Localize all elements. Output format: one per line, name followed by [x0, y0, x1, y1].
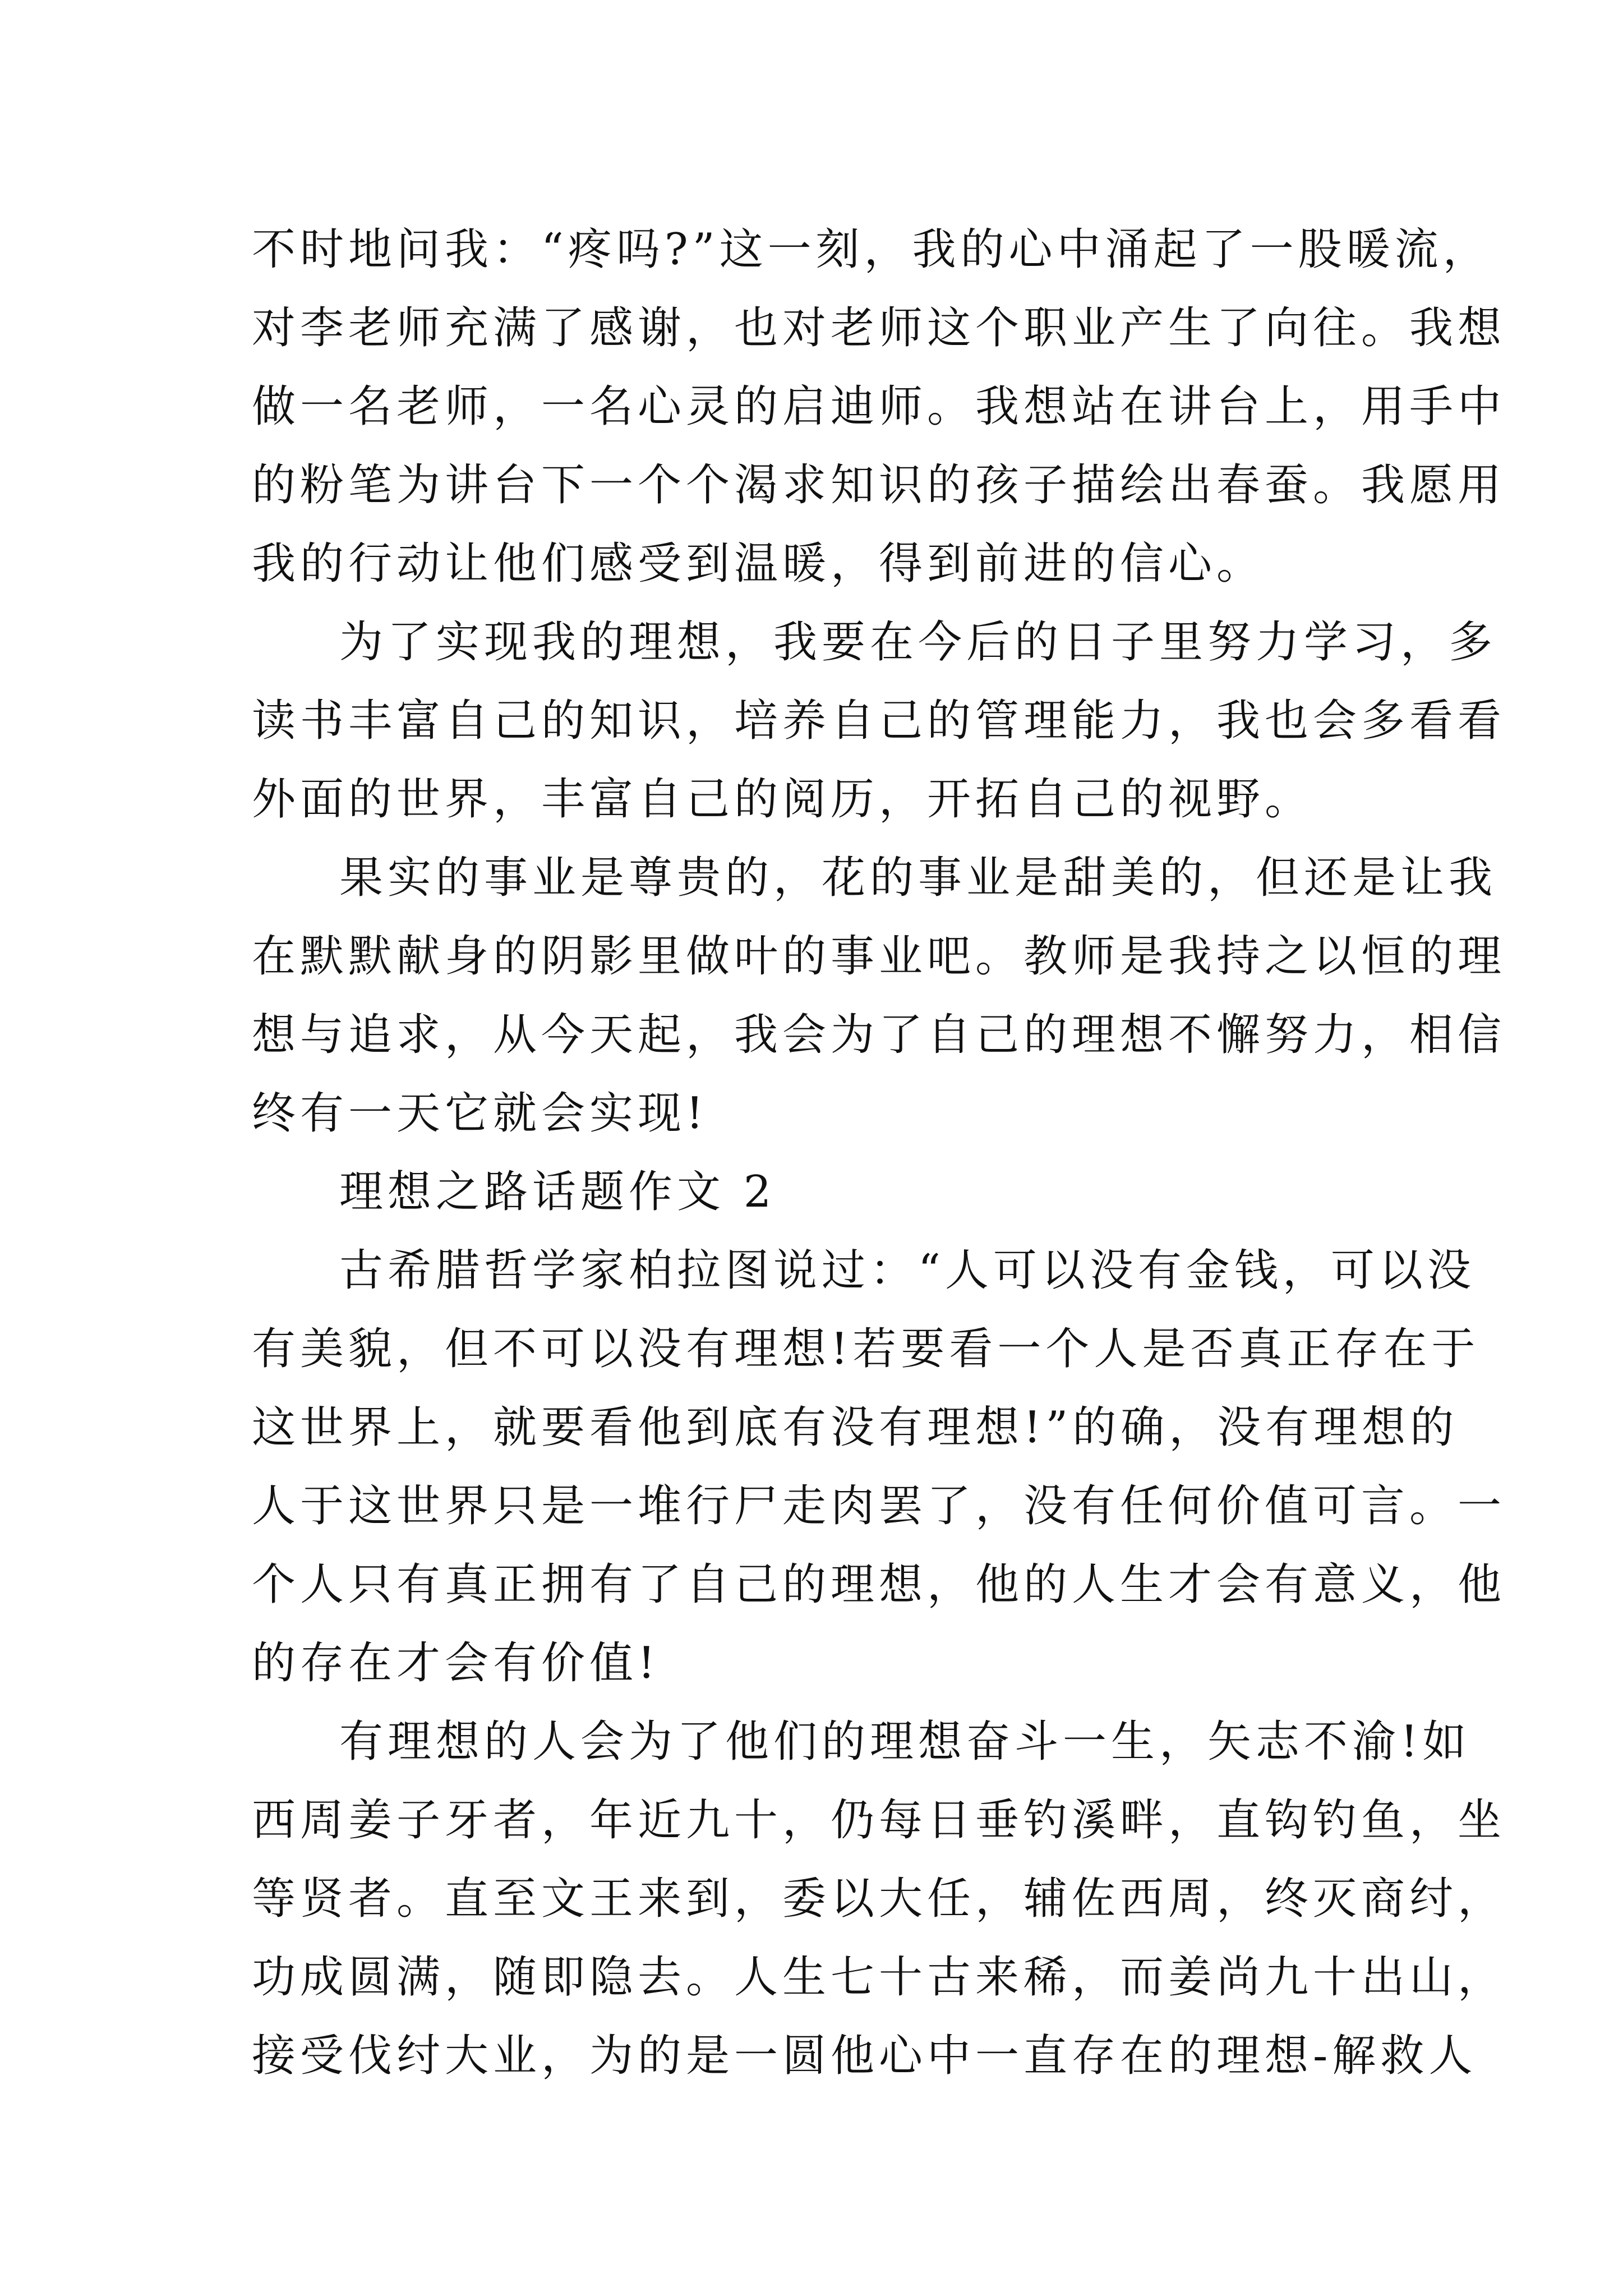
text-line: 等贤者。直至文王来到，委以大任，辅佐西周，终灭商纣，	[252, 1874, 1506, 1924]
body-text	[252, 210, 1506, 2095]
text-line: 接受伐纣大业，为的是一圆他心中一直存在的理想-解救人	[252, 2031, 1477, 2081]
text-line: 为了实现我的理想，我要在今后的日子里努力学习，多	[339, 617, 1497, 668]
text-line: 做一名老师，一名心灵的启迪师。我想站在讲台上，用手中	[252, 381, 1506, 432]
text-line: 个人只有真正拥有了自己的理想，他的人生才会有意义，他	[252, 1559, 1506, 1610]
text-line: 对李老师充满了感谢，也对老师这个职业产生了向往。我想	[252, 303, 1506, 353]
text-line: 功成圆满，随即隐去。人生七十古来稀，而姜尚九十出山，	[252, 1952, 1506, 2003]
text-line: 的存在才会有价值!	[252, 1638, 660, 1688]
text-line: 在默默献身的阴影里做叶的事业吧。教师是我持之以恒的理	[252, 931, 1506, 982]
text-line: 西周姜子牙者，年近九十，仍每日垂钓溪畔，直钩钓鱼，坐	[252, 1795, 1506, 1846]
text-line: 有理想的人会为了他们的理想奋斗一生，矢志不渝!如	[339, 1717, 1471, 1767]
text-line: 读书丰富自己的知识，培养自己的管理能力，我也会多看看	[252, 696, 1506, 746]
text-line: 理想之路话题作文 2	[339, 1167, 776, 1217]
text-line: 的粉笔为讲台下一个个渴求知识的孩子描绘出春蚕。我愿用	[252, 460, 1506, 510]
text-line: 这世界上，就要看他到底有没有理想!”的确，没有理想的	[252, 1402, 1459, 1453]
text-line: 外面的世界，丰富自己的阅历，开拓自己的视野。	[252, 774, 1313, 825]
text-line: 终有一天它就会实现!	[252, 1088, 708, 1139]
text-line: 人于这世界只是一堆行尸走肉罢了，没有任何价值可言。一	[252, 1481, 1506, 1531]
text-line: 想与追求，从今天起，我会为了自己的理想不懈努力，相信	[252, 1010, 1506, 1060]
text-line: 有美貌，但不可以没有理想!若要看一个人是否真正存在于	[252, 1324, 1480, 1374]
text-line: 我的行动让他们感受到温暖，得到前进的信心。	[252, 539, 1265, 589]
text-line: 果实的事业是尊贵的，花的事业是甜美的，但还是让我	[339, 853, 1497, 903]
text-line: 不时地问我：“疼吗?”这一刻，我的心中涌起了一股暖流，	[252, 224, 1491, 275]
text-line: 古希腊哲学家柏拉图说过：“人可以没有金钱，可以没	[339, 1245, 1476, 1296]
